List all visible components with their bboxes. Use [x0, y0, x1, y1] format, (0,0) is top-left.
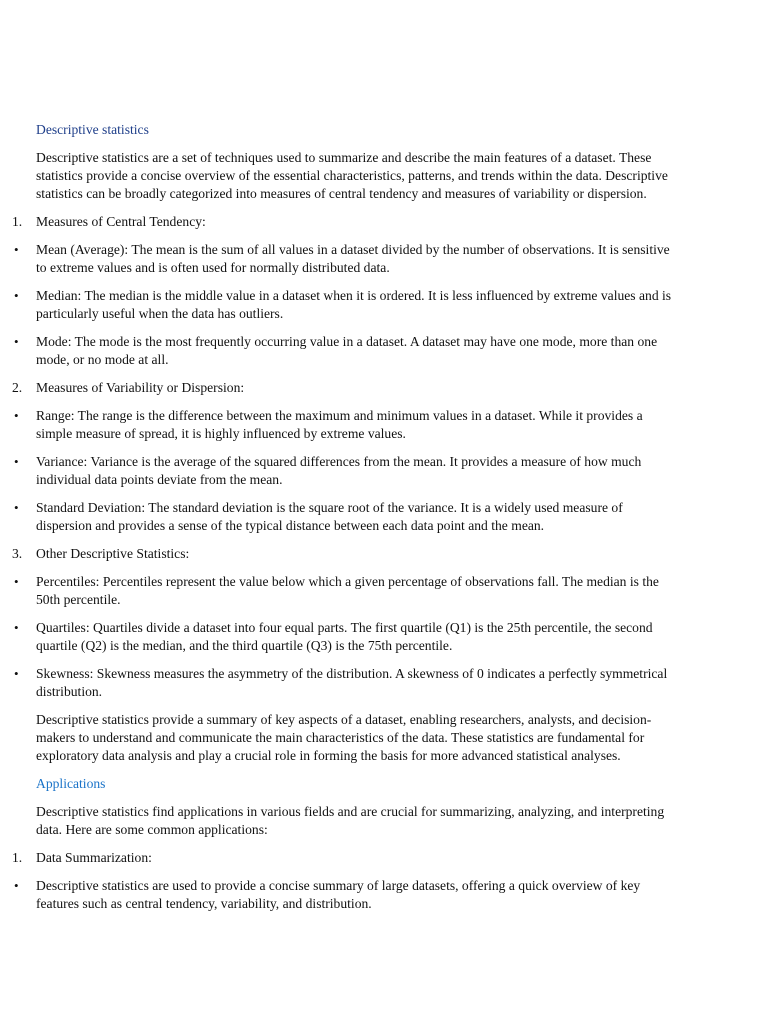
bullet-marker: • — [14, 242, 19, 257]
bullet-marker: • — [14, 878, 19, 893]
heading-descriptive-statistics: Descriptive statistics — [36, 122, 149, 137]
numbered-item-central-tendency — [12, 213, 676, 231]
bullet-text: Standard Deviation: The standard deviation is the square root of the variance. It is a widely used measure of dispersion and provides a sense of the typical distance between each data point and the mean. — [36, 500, 623, 533]
numbered-item-title: Measures of Central Tendency: — [36, 214, 206, 229]
bullet-text: Skewness: Skewness measures the asymmetry of the distribution. A skewness of 0 indicates a perfectly symmetrical distribution. — [36, 666, 668, 699]
applications-intro-paragraph: Descriptive statistics find applications in various fields and are crucial for summarizing, analyzing, and interpreting data. Here are some common applications: — [36, 804, 665, 837]
numbered-item-data-summarization — [12, 849, 676, 867]
list-number: 1. — [12, 214, 23, 229]
bullet-text: Variance: Variance is the average of the squared differences from the mean. It provides a measure of how much individual data points deviate from the mean. — [36, 454, 642, 487]
bullet-text: Range: The range is the difference between the maximum and minimum values in a dataset. While it provides a simple measure of spread, it is highly influenced by extreme values. — [36, 408, 643, 441]
numbered-item-title: Data Summarization: — [36, 850, 152, 865]
bullet-item-quartiles — [14, 619, 676, 655]
bullet-text: Percentiles: Percentiles represent the value below which a given percentage of observations fall. The median is the 50th percentile. — [36, 574, 659, 607]
bullet-item-standard-deviation — [14, 499, 676, 535]
bullet-marker: • — [14, 454, 19, 469]
intro-paragraph: Descriptive statistics are a set of techniques used to summarize and describe the main features of a dataset. These statistics provide a concise overview of the essential characteristics, patterns, and trends within the data. Descriptive statistics can be broadly categorized into measures of central tendency and measures of variability or dispersion. — [36, 150, 668, 201]
bullet-item-mean — [14, 241, 676, 277]
list-number: 3. — [12, 546, 23, 561]
bullet-item-variance — [14, 453, 676, 489]
bullet-item-skewness — [14, 665, 676, 701]
numbered-item-title: Other Descriptive Statistics: — [36, 546, 190, 561]
summary-paragraph: Descriptive statistics provide a summary of key aspects of a dataset, enabling researchers, analysts, and decision-makers to understand and communicate the main characteristics of the data. These statistics are fundamental for exploratory data analysis and play a crucial role in forming the basis for more advanced statistical analyses. — [36, 712, 652, 763]
bullet-marker: • — [14, 666, 19, 681]
bullet-item-median — [14, 287, 676, 323]
bullet-text: Descriptive statistics are used to provide a concise summary of large datasets, offering a quick overview of key features such as central tendency, variability, and distribution. — [36, 878, 641, 911]
bullet-marker: • — [14, 620, 19, 635]
bullet-item-mode — [14, 333, 676, 369]
bullet-text: Quartiles: Quartiles divide a dataset into four equal parts. The first quartile (Q1) is the 25th percentile, the second quartile (Q2) is the median, and the third quartile (Q3) is the 75th percentile. — [36, 620, 653, 653]
bullet-item-data-summarization — [14, 877, 676, 913]
document-content — [12, 121, 676, 923]
bullet-marker: • — [14, 500, 19, 515]
bullet-marker: • — [14, 334, 19, 349]
list-number: 1. — [12, 850, 23, 865]
bullet-text: Mean (Average): The mean is the sum of all values in a dataset divided by the number of observations. It is sensitive to extreme values and is often used for normally distributed data. — [36, 242, 670, 275]
bullet-text: Mode: The mode is the most frequently occurring value in a dataset. A dataset may have one mode, more than one mode, or no mode at all. — [36, 334, 658, 367]
heading-applications: Applications — [36, 776, 106, 791]
bullet-text: Median: The median is the middle value in a dataset when it is ordered. It is less influenced by extreme values and is particularly useful when the data has outliers. — [36, 288, 672, 321]
list-number: 2. — [12, 380, 23, 395]
numbered-item-variability — [12, 379, 676, 397]
bullet-item-percentiles — [14, 573, 676, 609]
numbered-item-title: Measures of Variability or Dispersion: — [36, 380, 245, 395]
bullet-marker: • — [14, 288, 19, 303]
numbered-item-other-statistics — [12, 545, 676, 563]
bullet-item-range — [14, 407, 676, 443]
bullet-marker: • — [14, 408, 19, 423]
bullet-marker: • — [14, 574, 19, 589]
